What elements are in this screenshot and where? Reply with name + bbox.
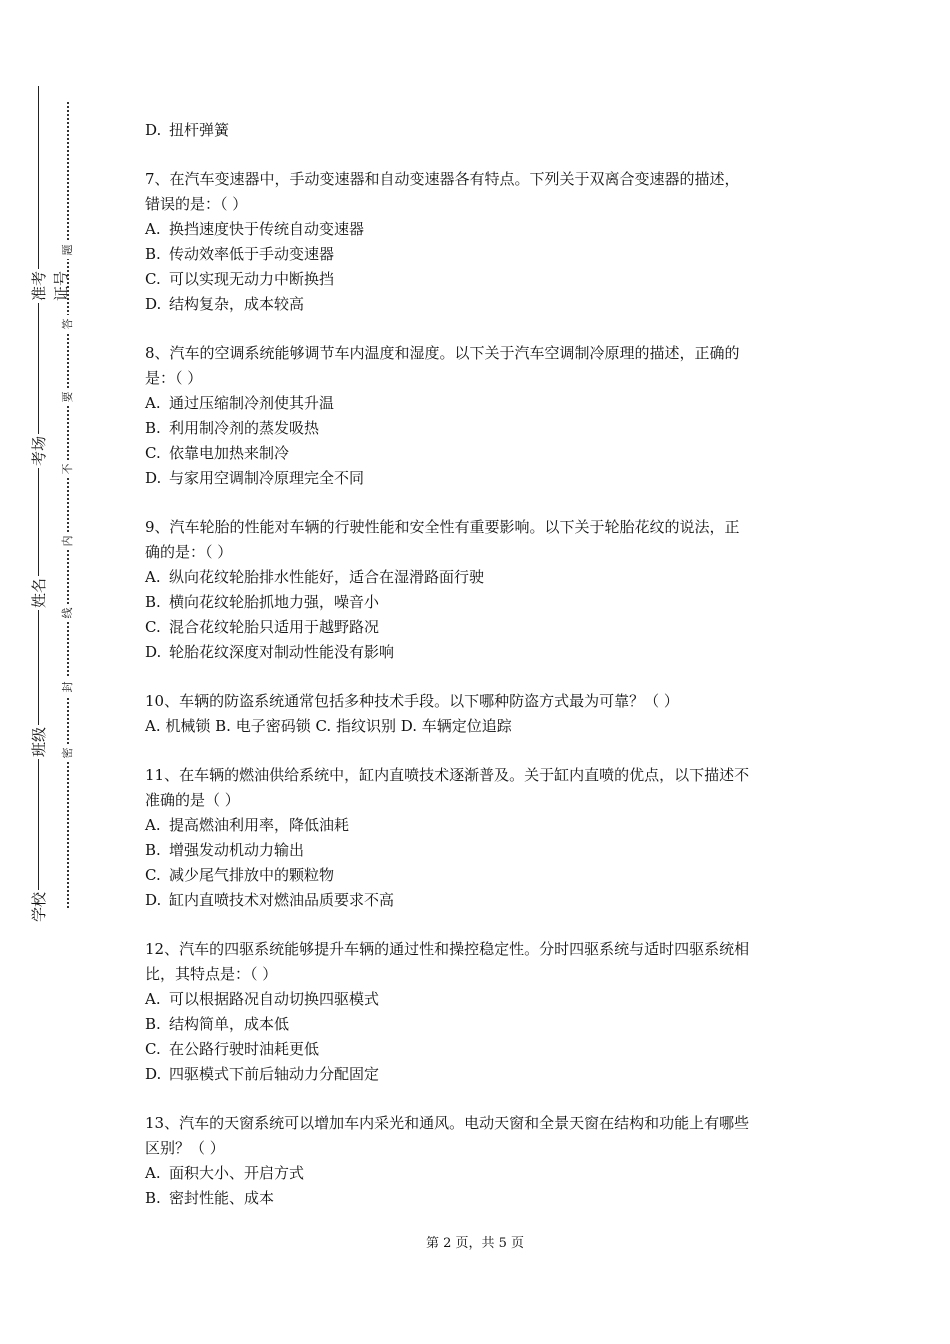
question-stem: 错误的是：（ ） <box>145 195 248 213</box>
option-a: A. 可以根据路况自动切换四驱模式 <box>145 990 380 1008</box>
label-name: 姓名 <box>30 578 48 609</box>
question-stem: 13、汽车的天窗系统可以增加车内采光和通风。电动天窗和全景天窗在结构和功能上有哪些 <box>145 1114 750 1132</box>
prev-question-option <box>145 118 815 143</box>
label-class: 班级 <box>30 727 48 758</box>
option-a: A. 提高燃油利用率，降低油耗 <box>145 816 350 834</box>
option-d: D. 四驱模式下前后轴动力分配固定 <box>145 1065 380 1083</box>
question-stem: 比，其特点是：（ ） <box>145 965 278 983</box>
option-b: B. 密封性能、成本 <box>145 1189 275 1207</box>
seal-char: 密 <box>61 744 75 762</box>
seal-char: 要 <box>61 388 75 406</box>
question-stem: 区别？（ ） <box>145 1139 225 1157</box>
option-b: B. 传动效率低于手动变速器 <box>145 245 335 263</box>
option-a: A. 面积大小、开启方式 <box>145 1164 305 1182</box>
option-b: B. 利用制冷剂的蒸发吸热 <box>145 419 320 437</box>
question-stem: 准确的是（ ） <box>145 791 240 809</box>
question-stem: 8、汽车的空调系统能够调节车内温度和湿度。以下关于汽车空调制冷原理的描述，正确的 <box>145 344 740 362</box>
question-11 <box>145 763 815 913</box>
question-stem: 10、车辆的防盗系统通常包括多种技术手段。以下哪种防盗方式最为可靠？（ ） <box>145 692 679 710</box>
seal-char: 题 <box>61 241 75 259</box>
option-letter: D. <box>145 121 162 139</box>
option-c: C. 可以实现无动力中断换挡 <box>145 270 335 288</box>
seal-char: 不 <box>61 460 75 478</box>
option-d: D. 与家用空调制冷原理完全不同 <box>145 469 365 487</box>
option-a: A. 纵向花纹轮胎排水性能好，适合在湿滑路面行驶 <box>145 568 485 586</box>
binding-margin <box>0 0 90 1344</box>
question-stem: 9、汽车轮胎的性能对车辆的行驶性能和安全性有重要影响。以下关于轮胎花纹的说法，正 <box>145 518 740 536</box>
question-stem: 11、在车辆的燃油供给系统中，缸内直喷技术逐渐普及。关于缸内直喷的优点，以下描述不 <box>145 766 750 784</box>
seal-char: 线 <box>61 604 75 622</box>
option-c: C. 在公路行驶时油耗更低 <box>145 1040 320 1058</box>
option-text: 扭杆弹簧 <box>169 121 230 139</box>
option-b: B. 横向花纹轮胎抓地力强，噪音小 <box>145 593 380 611</box>
question-stem: 12、汽车的四驱系统能够提升车辆的通过性和操控稳定性。分时四驱系统与适时四驱系统相 <box>145 940 750 958</box>
option-a: A. 通过压缩制冷剂使其升温 <box>145 394 335 412</box>
question-10 <box>145 689 815 739</box>
seal-dotted-line <box>67 102 69 908</box>
option-c: C. 依靠电加热来制冷 <box>145 444 290 462</box>
label-exam-room: 考场 <box>30 436 48 467</box>
option-d: D. 结构复杂，成本较高 <box>145 295 305 313</box>
option-b: B. 增强发动机动力输出 <box>145 841 305 859</box>
inline-options: A. 机械锁 B. 电子密码锁 C. 指纹识别 D. 车辆定位追踪 <box>145 717 512 735</box>
question-12 <box>145 937 815 1087</box>
option-c: C. 减少尾气排放中的颗粒物 <box>145 866 335 884</box>
question-9 <box>145 515 815 665</box>
option-a: A. 换挡速度快于传统自动变速器 <box>145 220 365 238</box>
binding-solid-line <box>38 86 39 916</box>
option-d: D. 轮胎花纹深度对制动性能没有影响 <box>145 643 395 661</box>
question-stem: 是：（ ） <box>145 369 203 387</box>
option-d: D. 缸内直喷技术对燃油品质要求不高 <box>145 891 395 909</box>
label-school: 学校 <box>30 892 48 923</box>
page-footer: 第 2 页，共 5 页 <box>425 1236 525 1251</box>
question-stem: 确的是：（ ） <box>145 543 233 561</box>
option-c: C. 混合花纹轮胎只适用于越野路况 <box>145 618 380 636</box>
question-stem: 7、在汽车变速器中，手动变速器和自动变速器各有特点。下列关于双离合变速器的描述， <box>145 170 740 188</box>
question-13 <box>145 1111 815 1211</box>
option-b: B. 结构简单，成本低 <box>145 1015 290 1033</box>
question-8 <box>145 341 815 491</box>
question-content <box>145 118 815 1235</box>
seal-char: 内 <box>61 532 75 550</box>
question-7 <box>145 167 815 317</box>
label-exam-number: 准考证号 <box>30 271 70 302</box>
seal-char: 封 <box>61 678 75 696</box>
seal-char: 答 <box>61 315 75 333</box>
